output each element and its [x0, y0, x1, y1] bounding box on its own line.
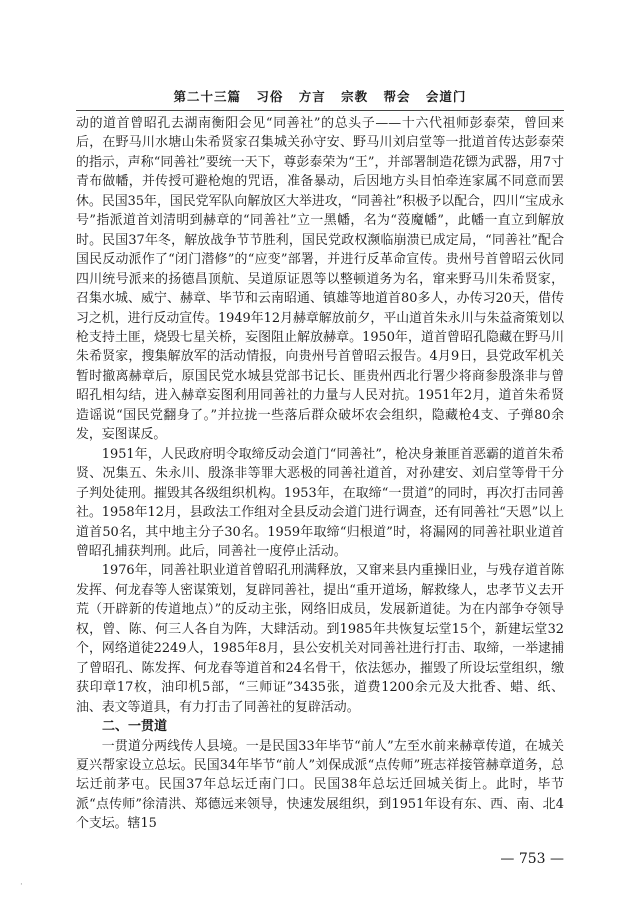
paragraph: 一贯道分两线传人县境。一是民国33年毕节“前人”左至水前来赫章传道，在城关夏兴帮家设立总坛。民国34年毕节“前人”刘保成派“点传师”班志祥接管赫章道务，总坛迁前茅屯。民国37年总坛迁南门口。民国38年总坛迁回城关街上。此时，毕节派“点传师”徐清洪、郑德远来领导，快速发展组织，到1951年设有东、西、南、北4个支坛。辖15: [76, 738, 564, 832]
section-heading: 二、一贯道: [102, 719, 168, 735]
paragraph: 动的道首曾昭孔去湖南衡阳会见“同善社”的总头子——十六代祖师彭泰荣，曾回来后，在野马川水塘山朱希贤家召集城关孙守安、野马川刘启堂等一批道首传达彭泰荣的指示，声称“同善社”要统一天下，尊彭泰荣为“王”，并部署制造花镖为武器，用7寸青布做幡，并传授可避枪炮的咒语，准备暴动，后因地方头目怕牵连家属不同意而罢休。民国35年，国民党军队向解放区大举进攻，“同善社”积极予以配合，四川“宝成永号”指派道首刘清明到赫章的“同善社”立一黑幡，名为“莈魔幡”，此幡一直立到解放时。民国37年冬，解放战争节节胜利，国民党政权濒临崩溃已成定局，“同善社”配合国民反动派作了“闭门潜修”的“应变”部署，并进行反革命宣传。贵州号首曾昭云伙同四川统号派来的扬德昌顶航、吴道原证恩等以整顿道务为名，窜来野马川朱希贤家，召集水城、威宁、赫章、毕节和云南昭通、镇雄等地道首80多人，办传习20天，借传习之机，进行反动宣传。1949年12月赫章解放前夕，平山道首朱永川与朱益斋策划以枪支持土匪，烧毁七星关桥，妄图阻止解放赫章。1950年，道首曾昭孔隐藏在野马川朱希贤家，搜集解放军的活动情报，向贵州号首曾昭云报告。4月9日，县党政军机关暂时撤离赫章后，原国民党水城县党部书记长、匪贵州西北行署少将商参殷涤非与曾昭孔相勾结，进入赫章妄图利用同善社的力量与人民对抗。1951年2月，道首朱希贤造谣说“国民党翻身了。”并拉拢一些落后群众破坏农会组织，隐藏枪4支、子弹80余发，妄图谋反。: [76, 116, 564, 443]
scan-mark: ·: [20, 880, 23, 890]
paragraph: 1976年，同善社职业道首曾昭孔刑满释放，又窜来县内重操旧业，与残存道首陈发挥、何龙春等人密谋策划，复辟同善社，提出“重开道场，解救缘人，忠孝节义去开荒（开辟新的传道地点）”的反动主张，网络旧成员，发展新道徒。为在内部争夺领导权，曾、陈、何三人各自为阵，大肆活动。到1985年共恢复坛堂15个，新建坛堂32个，网络道徒2249人，1985年8月，县公安机关对同善社进行打击、取缔，一举逮捕了曾昭孔、陈发挥、何龙春等道首和24名骨干，依法惩办，摧毁了所设坛堂组织，缴获印章17枚，油印机5部，“三师证”3435张，道费1200余元及大批香、蜡、纸、油、表文等道具，有力打击了同善社的复辟活动。: [76, 563, 564, 715]
header-chapter: 第二十三篇: [173, 89, 242, 104]
header-topic: 方言: [298, 89, 326, 104]
page-number: — 753 —: [500, 851, 564, 867]
running-header: [76, 88, 564, 111]
header-topic: 会道门: [425, 89, 467, 104]
header-topic: 帮会: [383, 89, 411, 104]
paragraph: 1951年，人民政府明令取缔反动会道门“同善社”，枪决身兼匪首恶霸的道首朱希贤、况集五、朱永川、殷涤非等罪大恶极的同善社道首，对孙建安、刘启堂等骨干分子判处徒刑。摧毁其各级组织机构。1953年，在取缔“一贯道”的同时，再次打击同善社。1958年12月，县政法工作组对全县反动会道门进行调查，还有同善社“天恩”以上道首50名，其中地主分子30名。1959年取缔“归根道”时，将漏网的同善社职业道首曾昭孔捕获判刑。此后，同善社一度停止活动。: [76, 446, 564, 559]
header-topic: 习俗: [256, 89, 284, 104]
page-body: [76, 114, 564, 834]
header-topic: 宗教: [341, 89, 369, 104]
